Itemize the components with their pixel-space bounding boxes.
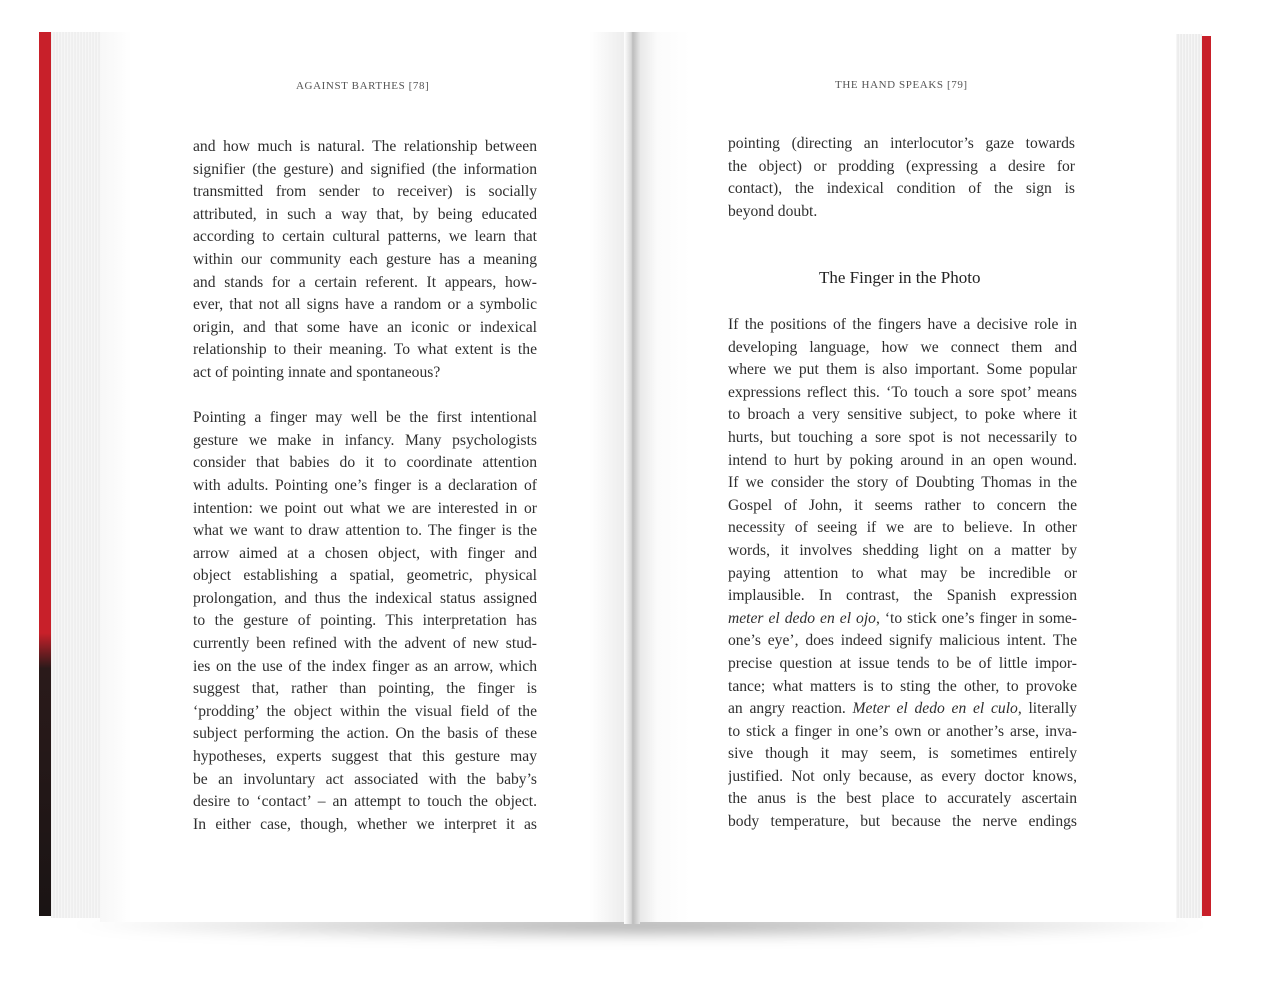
- text-line: If the positions of the fingers have a decisive role in: [728, 316, 1077, 333]
- text-line: gesture we make in infancy. Many psychologists: [193, 431, 537, 449]
- text-line: intend to hurt by poking around in an open wound.: [728, 451, 1077, 469]
- page-edges-right: [1172, 34, 1202, 918]
- text-line: currently been refined with the advent of new stud-: [193, 635, 537, 653]
- cover-left-edge: [39, 32, 51, 916]
- text-line: developing language, how we connect them and: [728, 338, 1077, 356]
- text-line: precise question at issue tends to be of little impor-: [728, 654, 1077, 672]
- text-line-italic: an angry reaction. Meter el dedo en el culo, literally: [728, 700, 1077, 718]
- text-line: arrow aimed at a chosen object, with finger and: [193, 544, 537, 562]
- text-line: justified. Not only because, as every doctor knows,: [728, 767, 1077, 785]
- text-line: beyond doubt.: [728, 202, 818, 220]
- text-line: pointing (directing an interlocutor’s gaze towards: [728, 135, 1075, 152]
- text-line: signifier (the gesture) and signified (the information: [193, 160, 537, 178]
- text-line: ever, that not all signs have a random or a symbolic: [193, 296, 537, 314]
- italic-phrase: meter el dedo en el ojo: [728, 609, 876, 627]
- text-line-italic: meter el dedo en el ojo, ‘to stick one’s finger in some-: [728, 609, 1077, 627]
- italic-phrase: Meter el dedo en el culo: [852, 700, 1018, 718]
- text-line: relationship to their meaning. To what extent is the: [193, 341, 537, 359]
- right-running-head: THE HAND SPEAKS [79]: [835, 79, 968, 91]
- text-line: with adults. Pointing one’s finger is a declaration of: [193, 476, 537, 494]
- text-line: contact), the indexical condition of the sign is: [728, 180, 1075, 198]
- text-line: the object) or prodding (expressing a desire for: [728, 157, 1075, 175]
- text-line: In either case, though, whether we interpret it as: [193, 815, 537, 833]
- text-line: tance; what matters is to sting the other, to provoke: [728, 677, 1077, 695]
- text-line: be an involuntary act associated with the baby’s: [193, 770, 537, 788]
- text-line: according to certain cultural patterns, we learn that: [193, 228, 537, 246]
- text-line: where we put them is also important. Some popular: [728, 361, 1077, 379]
- text-line: subject performing the action. On the basis of these: [193, 725, 537, 743]
- right-opening-text: [728, 133, 1075, 223]
- text-line: prolongation, and thus the indexical status assigned: [193, 589, 537, 607]
- text-line: Gospel of John, it seems rather to concern the: [728, 496, 1077, 514]
- text-line: ‘prodding’ the object within the visual field of the: [193, 702, 537, 720]
- left-running-head: AGAINST BARTHES [78]: [296, 80, 430, 92]
- text-line: transmitted from sender to receiver) is socially: [193, 183, 537, 201]
- text-line: desire to ‘contact’ – an attempt to touch the object.: [193, 793, 537, 811]
- text-line: expressions reflect this. ‘To touch a sore spot’ means: [728, 383, 1077, 401]
- text-line: Pointing a finger may well be the first intentional: [193, 409, 537, 427]
- section-heading: The Finger in the Photo: [819, 268, 981, 287]
- text-line: what we want to draw attention to. The finger is the: [193, 522, 537, 540]
- text-line: sive though it may seem, is sometimes entirely: [728, 745, 1077, 763]
- left-body-text: [193, 136, 537, 836]
- text-line: the anus is the best place to accurately ascertain: [728, 790, 1077, 808]
- text-line: hurts, but touching a sore spot is not necessarily to: [728, 428, 1077, 446]
- cover-right-edge: [1201, 36, 1211, 916]
- right-section-text: [728, 314, 1077, 834]
- text-line: paying attention to what may be incredible or: [728, 564, 1077, 582]
- paragraph-gap: [193, 385, 537, 408]
- text-line: to stick a finger in one’s own or another’s arse, inva-: [728, 722, 1077, 740]
- text-line: words, it involves shedding light on a matter by: [728, 541, 1077, 559]
- text-line: ies on the use of the index finger as an arrow, which: [193, 657, 537, 675]
- text-line: implausible. In contrast, the Spanish expression: [728, 587, 1077, 605]
- text-line: one’s eye’, does indeed signify malicious intent. The: [728, 632, 1077, 650]
- text-line: body temperature, but because the nerve endings: [728, 813, 1077, 831]
- text-line: to the gesture of pointing. This interpretation has: [193, 612, 537, 630]
- text-line: object establishing a spatial, geometric, physical: [193, 567, 537, 585]
- text-line: and how much is natural. The relationship between: [193, 138, 537, 155]
- text-line: suggest that, rather than pointing, the finger is: [193, 680, 537, 698]
- book-gutter: [624, 32, 640, 924]
- text-line: If we consider the story of Doubting Thomas in the: [728, 474, 1077, 492]
- text-line: origin, and that some have an iconic or indexical: [193, 318, 537, 336]
- text-line: hypotheses, experts suggest that this gesture may: [193, 748, 537, 766]
- text-line: consider that babies do it to coordinate attention: [193, 454, 537, 472]
- text-line: to broach a very sensitive subject, to poke where it: [728, 406, 1077, 424]
- text-line: necessity of seeing if we are to believe. In other: [728, 519, 1077, 537]
- text-line: act of pointing innate and spontaneous?: [193, 363, 441, 381]
- text-line: within our community each gesture has a meaning: [193, 250, 537, 268]
- text-line: intention: we point out what we are interested in or: [193, 499, 537, 517]
- text-line: and stands for a certain referent. It appears, how-: [193, 273, 537, 291]
- text-line: attributed, in such a way that, by being educated: [193, 205, 537, 223]
